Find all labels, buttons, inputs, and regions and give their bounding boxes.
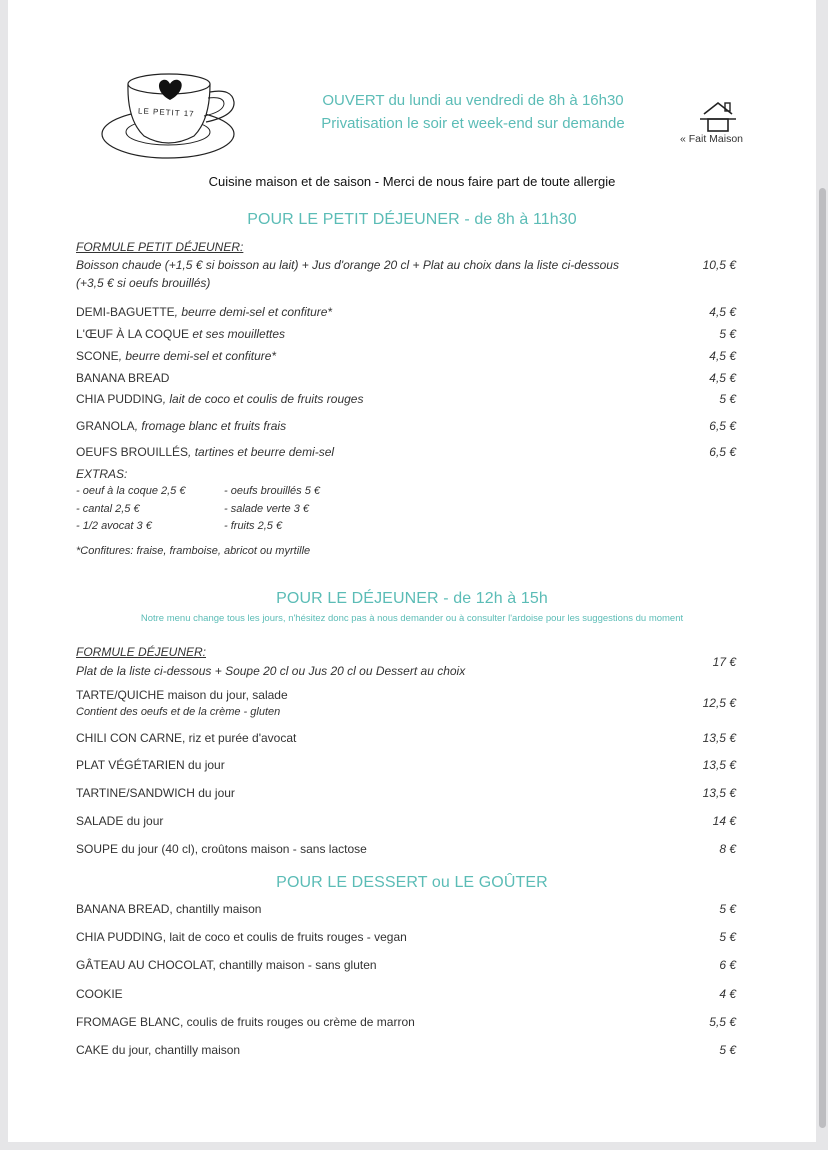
item-name: BANANA BREAD bbox=[76, 902, 170, 916]
item-desc: du jour (40 cl), croûtons maison - sans lactose bbox=[118, 842, 367, 856]
list-item bbox=[76, 1015, 415, 1029]
lunch-formula-line1: Plat de la liste ci-dessous + Soupe 20 cl ou Jus 20 cl ou Dessert au choix bbox=[76, 664, 466, 678]
item-price: 14 € bbox=[712, 814, 736, 828]
item-price: 12,5 € bbox=[702, 696, 736, 710]
item-desc: , lait de coco et coulis de fruits rouges - vegan bbox=[162, 930, 407, 944]
item-desc: , chantilly maison - sans gluten bbox=[212, 958, 377, 972]
breakfast-formula-line1: Boisson chaude (+1,5 € si boisson au lait) + Jus d'orange 20 cl + Plat au choix dans la liste ci-dessous bbox=[76, 258, 619, 272]
extra-item: - oeufs brouillés 5 € bbox=[224, 485, 320, 497]
item-price: 4,5 € bbox=[709, 349, 736, 363]
item-desc: du jour bbox=[184, 758, 225, 772]
item-name: SOUPE bbox=[76, 842, 119, 856]
extra-item: - 1/2 avocat 3 € bbox=[76, 520, 152, 532]
extra-item: - fruits 2,5 € bbox=[224, 520, 283, 532]
house-icon bbox=[698, 100, 738, 132]
item-desc: , riz et purée d'avocat bbox=[182, 731, 297, 745]
item-price: 5 € bbox=[719, 327, 736, 341]
item-note: Contient des oeufs et de la crème - gluten bbox=[76, 706, 281, 718]
item-name: COOKIE bbox=[76, 987, 123, 1001]
list-item bbox=[76, 731, 296, 745]
list-item bbox=[76, 419, 286, 433]
item-price: 5 € bbox=[719, 902, 736, 916]
list-item bbox=[76, 305, 332, 319]
item-name: CHIA PUDDING bbox=[76, 392, 163, 406]
item-name: SALADE bbox=[76, 814, 124, 828]
list-item bbox=[76, 987, 123, 1001]
item-price: 5 € bbox=[719, 1043, 736, 1057]
lunch-formula-title: FORMULE DÉJEUNER: bbox=[76, 645, 207, 659]
list-item bbox=[76, 958, 377, 972]
item-price: 6,5 € bbox=[709, 445, 736, 459]
item-price: 5 € bbox=[719, 930, 736, 944]
opening-hours: OUVERT du lundi au vendredi de 8h à 16h30 bbox=[322, 92, 624, 109]
breakfast-formula-line2: (+3,5 € si oeufs brouillés) bbox=[76, 276, 211, 290]
jam-footnote: *Confitures: fraise, framboise, abricot ou myrtille bbox=[76, 545, 311, 557]
extra-item: - oeuf à la coque 2,5 € bbox=[76, 485, 186, 497]
extra-item: - salade verte 3 € bbox=[224, 503, 309, 515]
item-price: 4,5 € bbox=[709, 305, 736, 319]
list-item bbox=[76, 392, 363, 406]
item-name: CAKE bbox=[76, 1043, 109, 1057]
list-item bbox=[76, 814, 163, 828]
item-name: PLAT VÉGÉTARIEN bbox=[76, 758, 185, 772]
item-price: 5,5 € bbox=[709, 1015, 736, 1029]
item-desc: , lait de coco et coulis de fruits rouges bbox=[162, 392, 364, 406]
item-name: CHILI CON CARNE bbox=[76, 731, 183, 745]
item-price: 13,5 € bbox=[702, 786, 736, 800]
coffee-cup-icon bbox=[100, 70, 240, 165]
list-item bbox=[76, 1043, 240, 1057]
cup-logo bbox=[100, 70, 240, 165]
item-name: GRANOLA bbox=[76, 419, 135, 433]
item-price: 8 € bbox=[719, 842, 736, 856]
lunch-subtitle: Notre menu change tous les jours, n'hésitez donc pas à nous demander ou à consulter l'ardoise pour les suggestions du moment bbox=[140, 613, 684, 624]
privatisation-note: Privatisation le soir et week-end sur demande bbox=[321, 115, 625, 132]
breakfast-formula-price: 10,5 € bbox=[702, 258, 736, 272]
item-desc: maison du jour, salade bbox=[164, 688, 288, 702]
item-desc: , coulis de fruits rouges ou crème de marron bbox=[180, 1015, 415, 1029]
list-item bbox=[76, 758, 225, 772]
item-price: 4,5 € bbox=[709, 371, 736, 385]
item-desc: du jour bbox=[194, 786, 235, 800]
list-item bbox=[76, 786, 235, 800]
dessert-title: POUR LE DESSERT ou LE GOÛTER bbox=[276, 874, 548, 891]
list-item bbox=[76, 902, 261, 916]
list-item bbox=[76, 445, 334, 459]
item-name: BANANA BREAD bbox=[76, 371, 170, 385]
list-item bbox=[76, 930, 407, 944]
item-price: 6 € bbox=[719, 958, 736, 972]
list-item bbox=[76, 349, 276, 363]
extra-item: - cantal 2,5 € bbox=[76, 503, 140, 515]
lunch-formula-price: 17 € bbox=[712, 655, 736, 669]
item-desc: du jour, chantilly maison bbox=[108, 1043, 241, 1057]
item-desc: , beurre demi-sel et confiture* bbox=[174, 305, 333, 319]
item-desc: et ses mouillettes bbox=[189, 327, 286, 341]
list-item bbox=[76, 371, 169, 385]
list-item bbox=[76, 327, 285, 341]
item-name: DEMI-BAGUETTE bbox=[76, 305, 175, 319]
item-price: 5 € bbox=[719, 392, 736, 406]
tagline: Cuisine maison et de saison - Merci de nous faire part de toute allergie bbox=[208, 174, 616, 189]
item-desc: , tartines et beurre demi-sel bbox=[188, 445, 335, 459]
scrollbar[interactable] bbox=[819, 188, 826, 1128]
breakfast-formula-title: FORMULE PETIT DÉJEUNER: bbox=[76, 240, 244, 254]
item-name: FROMAGE BLANC bbox=[76, 1015, 181, 1029]
logo-text: LE PETIT 17 bbox=[137, 106, 195, 119]
lunch-title: POUR LE DÉJEUNER - de 12h à 15h bbox=[276, 590, 548, 607]
fait-maison-label: « Fait Maison bbox=[680, 133, 744, 145]
extras-title: EXTRAS: bbox=[76, 467, 128, 481]
item-desc: , beurre demi-sel et confiture* bbox=[118, 349, 277, 363]
item-name: TARTINE/SANDWICH bbox=[76, 786, 195, 800]
item-name: L'ŒUF À LA COQUE bbox=[76, 327, 189, 341]
breakfast-title: POUR LE PETIT DÉJEUNER - de 8h à 11h30 bbox=[247, 211, 577, 228]
item-price: 13,5 € bbox=[702, 758, 736, 772]
item-desc: du jour bbox=[123, 814, 164, 828]
list-item bbox=[76, 842, 367, 856]
item-name: SCONE bbox=[76, 349, 119, 363]
menu-page bbox=[8, 0, 816, 1142]
item-price: 6,5 € bbox=[709, 419, 736, 433]
item-desc: , fromage blanc et fruits frais bbox=[134, 419, 287, 433]
item-name: CHIA PUDDING bbox=[76, 930, 163, 944]
item-name: TARTE/QUICHE bbox=[76, 688, 165, 702]
item-name: OEUFS BROUILLÉS bbox=[76, 445, 189, 459]
list-item bbox=[76, 688, 288, 702]
item-price: 4 € bbox=[719, 987, 736, 1001]
item-desc: , chantilly maison bbox=[169, 902, 262, 916]
item-name: GÂTEAU AU CHOCOLAT bbox=[76, 958, 213, 972]
item-price: 13,5 € bbox=[702, 731, 736, 745]
